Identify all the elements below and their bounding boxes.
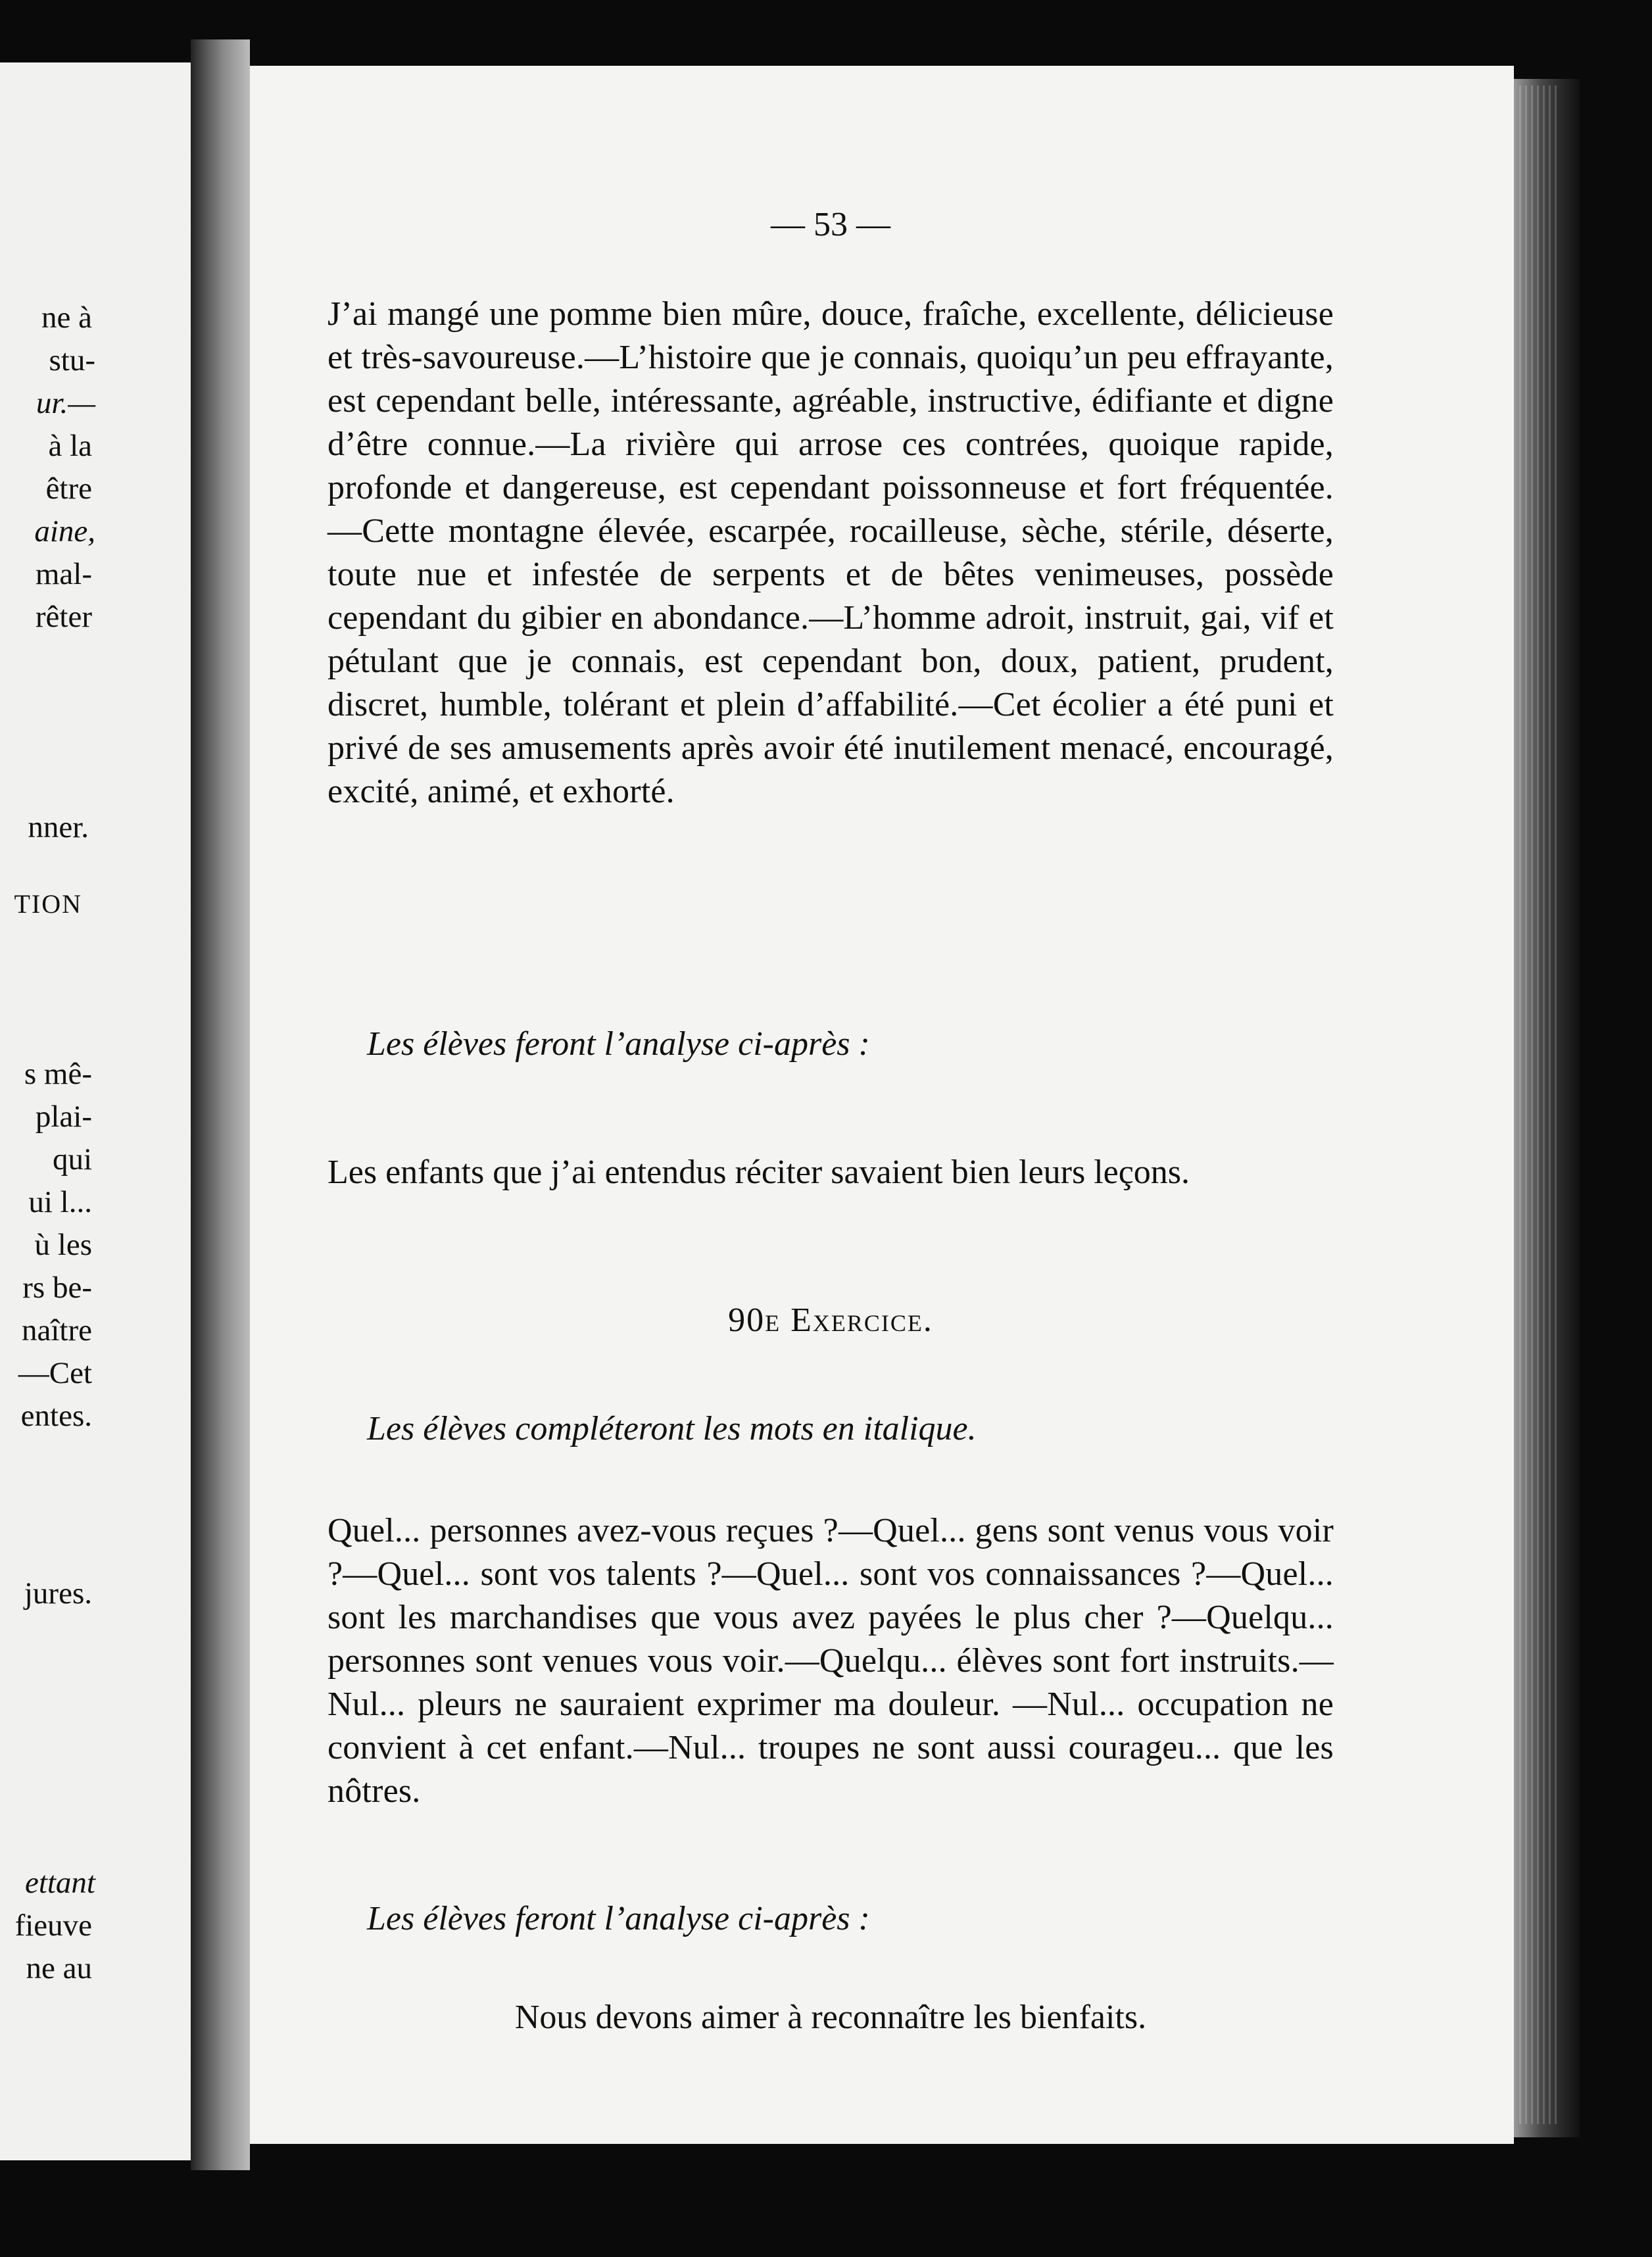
book-gutter — [191, 39, 250, 2170]
left-fragment: —Cet — [18, 1356, 92, 1390]
left-fragment: rêter — [35, 600, 92, 634]
analysis-1 — [328, 1151, 1334, 1194]
paragraph-1-text: J’ai mangé une pomme bien mûre, douce, fraîche, excellente, délicieuse et très-savoureuse.—L’histoire que je connais, quoiqu’un peu effrayante, est cependant belle, intéressante, agréable, instructive, édifiante et digne d’être connue.—La rivière qui arrose ces contrées, quoique rapide, profonde et dangereuse, est cependant poissonneuse et fort fréquentée.—Cette montagne élevée, escarpée, rocailleuse, sèche, stérile, déserte, toute nue et infestée de serpents et de bêtes venimeuses, possède cependant du gibier en abondance.—L’homme adroit, instruit, gai, vif et pétulant que je connais, est cependant bon, doux, patient, prudent, discret, humble, tolérant et plein d’affabilité.—Cet écolier a été puni et privé de ses amusements après avoir été inutilement menacé, encouragé, excité, animé, et exhorté. — [328, 295, 1334, 810]
left-fragment: s mê- — [24, 1057, 92, 1091]
exercise-title: 90e Exercice. — [728, 1301, 933, 1339]
left-fragment: rs be- — [22, 1271, 92, 1305]
left-fragment: fieuve — [14, 1908, 92, 1943]
left-fragment: TION — [14, 889, 82, 919]
left-fragment: ù les — [34, 1228, 92, 1262]
left-page — [0, 62, 191, 2160]
left-fragment: stu- — [49, 343, 95, 377]
left-fragment: ui l... — [28, 1185, 92, 1219]
analysis-1-text: Les enfants que j’ai entendus réciter savaient bien leurs leçons. — [328, 1153, 1190, 1191]
left-fragment: nner. — [28, 810, 89, 844]
left-fragment: ne au — [26, 1951, 92, 1985]
left-fragment: mal- — [35, 557, 92, 591]
paragraph-2-text: Quel... personnes avez-vous reçues ?—Quel... gens sont venus vous voir ?—Quel... sont vos talents ?—Quel... sont vos connaissances ?—Quel... sont les marchandises que vous avez payées le plus cher ?—Quelqu... personnes sont venues vous voir.—Quelqu... élèves sont fort instruits.—Nul... pleurs ne sauraient exprimer ma douleur. —Nul... occupation ne convient à cet enfant.—Nul... troupes ne sont aussi courageu... que les nôtres. — [328, 1512, 1334, 1810]
paragraph-1 — [328, 293, 1334, 813]
left-fragment: ettant — [24, 1866, 95, 1900]
left-fragment: entes. — [20, 1399, 92, 1433]
left-fragment: aine, — [34, 514, 95, 548]
left-fragment: ur.— — [36, 386, 95, 420]
instruction-2: Les élèves compléteront les mots en italique. — [367, 1410, 977, 1447]
left-fragment: être — [45, 472, 92, 506]
left-fragment: qui — [52, 1142, 92, 1177]
instruction-1: Les élèves feront l’analyse ci-après : — [367, 1025, 870, 1063]
page-edges — [1519, 85, 1559, 2124]
page-number: — 53 — — [771, 206, 890, 243]
analysis-2: Nous devons aimer à reconnaître les bienfaits. — [514, 1999, 1147, 2036]
left-fragment: à la — [48, 429, 92, 463]
left-fragment: jures. — [24, 1576, 92, 1611]
left-fragment: ne à — [41, 301, 92, 335]
right-page — [250, 66, 1514, 2144]
left-fragment: plai- — [35, 1100, 92, 1134]
instruction-3: Les élèves feront l’analyse ci-après : — [367, 1900, 870, 1937]
paragraph-2 — [328, 1509, 1334, 1813]
left-fragment: naître — [22, 1313, 92, 1347]
